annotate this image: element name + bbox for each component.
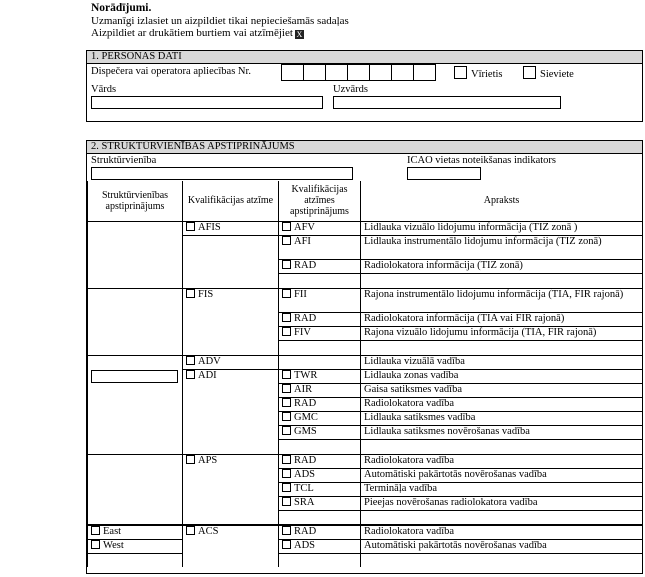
endorsement-afi[interactable]: AFI (279, 235, 361, 259)
table-row (88, 525, 643, 539)
checkbox-icon[interactable] (282, 222, 291, 231)
checkbox-icon[interactable] (282, 483, 291, 492)
checkbox-icon[interactable] (282, 236, 291, 245)
rating-acs[interactable]: ACS (183, 525, 279, 539)
license-digit-box[interactable] (347, 64, 370, 81)
table-row (88, 383, 643, 397)
license-digit-box[interactable] (391, 64, 414, 81)
unit-approval-field[interactable] (91, 370, 178, 383)
unit-west[interactable]: West (88, 539, 183, 553)
unit-approval-header: 2. STRUKTŪRVIENĪBAS APSTIPRINĀJUMS (87, 141, 642, 154)
description: Lidlauka satiksmes vadība (361, 411, 643, 425)
endorsement-twr[interactable]: TWR (279, 369, 361, 383)
license-number-label: Dispečera vai operatora apliecības Nr. (91, 66, 252, 77)
table-row (88, 496, 643, 510)
endorsement-rad[interactable]: RAD (279, 259, 361, 273)
icao-field[interactable] (407, 167, 481, 180)
checkbox-icon[interactable] (282, 289, 291, 298)
checkbox-icon[interactable] (282, 327, 291, 336)
table-row (88, 326, 643, 340)
endorsement-sra[interactable]: SRA (279, 496, 361, 510)
unit-label: Struktūrvienība (91, 155, 157, 166)
checkbox-icon[interactable] (282, 313, 291, 322)
license-digit-box[interactable] (303, 64, 326, 81)
checkbox-icon[interactable] (186, 526, 195, 535)
table-row-spacer (88, 553, 643, 567)
description: Radiolokatora informācija (TIZ zonā) (361, 259, 643, 273)
instructions-line-2 (91, 27, 304, 39)
endorsement-rad[interactable]: RAD (279, 312, 361, 326)
checkbox-icon[interactable] (282, 455, 291, 464)
table-row-spacer (88, 510, 643, 525)
endorsement-ads[interactable]: ADS (279, 539, 361, 553)
table-row (88, 235, 643, 259)
checkbox-icon[interactable] (186, 289, 195, 298)
checkbox-icon[interactable] (91, 540, 100, 549)
checkbox-icon[interactable] (282, 412, 291, 421)
checkbox-icon[interactable] (186, 356, 195, 365)
description: Radiolokatora vadība (361, 525, 643, 539)
license-digit-box[interactable] (369, 64, 392, 81)
personal-data-section (86, 50, 643, 122)
last-name-label: Uzvārds (333, 84, 368, 95)
checkbox-icon[interactable] (282, 260, 291, 269)
endorsement-rad[interactable]: RAD (279, 454, 361, 468)
description: Lidlauka vizuālā vadība (361, 355, 643, 369)
endorsement-fii[interactable]: FII (279, 288, 361, 312)
instructions-line-2-text: Aizpildiet ar drukātiem burtiem vai atzīmējiet (91, 27, 293, 39)
table-row (88, 411, 643, 425)
checkbox-icon[interactable] (282, 526, 291, 535)
table-row-spacer (88, 439, 643, 454)
rating-adv[interactable]: ADV (183, 355, 279, 369)
column-header: Apraksts (361, 181, 643, 221)
checkbox-icon[interactable] (282, 497, 291, 506)
endorsement-gms[interactable]: GMS (279, 425, 361, 439)
endorsement-air[interactable]: AIR (279, 383, 361, 397)
table-row (88, 397, 643, 411)
table-row-spacer (88, 273, 643, 288)
checkbox-icon[interactable] (186, 370, 195, 379)
female-label: Sieviete (540, 69, 574, 80)
checked-box-icon: X (296, 30, 303, 39)
table-row (88, 259, 643, 273)
table-row (88, 425, 643, 439)
table-row (88, 369, 643, 383)
checkbox-icon[interactable] (186, 455, 195, 464)
personal-data-header: 1. PERSONAS DATI (87, 51, 642, 64)
description: Lidlauka satiksmes novērošanas vadība (361, 425, 643, 439)
last-name-field[interactable] (333, 96, 561, 109)
table-header-row (88, 181, 643, 221)
description: Rajona vizuālo lidojumu informācija (TIA, FIR rajonā) (361, 326, 643, 340)
instructions-title: Norādījumi. (91, 2, 152, 14)
table-row (88, 312, 643, 326)
description: Termināļa vadība (361, 482, 643, 496)
rating-aps[interactable]: APS (183, 454, 279, 468)
endorsement-gmc[interactable]: GMC (279, 411, 361, 425)
unit-east[interactable]: East (88, 525, 183, 539)
description: Gaisa satiksmes vadība (361, 383, 643, 397)
unit-field[interactable] (91, 167, 353, 180)
column-header: Kvalifikācijas atzīmes apstiprinājums (279, 181, 361, 221)
description: Radiolokatora informācija (TIA vai FIR rajonā) (361, 312, 643, 326)
description: Lidlauka instrumentālo lidojumu informācija (TIZ zonā) (361, 235, 643, 259)
endorsement-rad[interactable]: RAD (279, 397, 361, 411)
endorsement-ads[interactable]: ADS (279, 468, 361, 482)
license-digit-box[interactable] (413, 64, 436, 81)
description: Radiolokatora vadība (361, 454, 643, 468)
description: Pieejas novērošanas radiolokatora vadība (361, 496, 643, 510)
description: Lidlauka zonas vadība (361, 369, 643, 383)
endorsement-fiv[interactable]: FIV (279, 326, 361, 340)
description: Automātiski pakārtotās novērošanas vadība (361, 539, 643, 553)
male-label: Vīrietis (471, 69, 503, 80)
column-header: Kvalifikācijas atzīme (183, 181, 279, 221)
table-row-spacer (88, 340, 643, 355)
table-row (88, 454, 643, 468)
description: Automātiski pakārtotās novērošanas vadība (361, 468, 643, 482)
rating-fis[interactable]: FIS (183, 288, 279, 312)
license-digit-box[interactable] (325, 64, 348, 81)
checkbox-icon[interactable] (282, 398, 291, 407)
rating-adi[interactable]: ADI (183, 369, 279, 383)
checkbox-icon[interactable] (282, 370, 291, 379)
description: Lidlauka vizuālo lidojumu informācija (TIZ zonā ) (361, 221, 643, 235)
rating-afis[interactable]: AFIS (183, 221, 279, 235)
table-row (88, 355, 643, 369)
license-digit-box[interactable] (281, 64, 304, 81)
endorsement-afv[interactable]: AFV (279, 221, 361, 235)
description: Rajona instrumentālo lidojumu informācija (TIA, FIR rajonā) (361, 288, 643, 312)
checkbox-icon[interactable] (186, 222, 195, 231)
endorsement-tcl[interactable]: TCL (279, 482, 361, 496)
column-header: Struktūrvienības apstiprinājums (88, 181, 183, 221)
checkbox-icon[interactable] (282, 384, 291, 393)
male-checkbox[interactable] (454, 66, 467, 79)
icao-label: ICAO vietas noteikšanas indikators (407, 155, 557, 166)
unit-approval-section (86, 140, 643, 574)
female-checkbox[interactable] (523, 66, 536, 79)
first-name-label: Vārds (91, 84, 117, 95)
qualification-table (87, 181, 643, 567)
table-row (88, 539, 643, 553)
instructions-line-1: Uzmanīgi izlasiet un aizpildiet tikai nepieciešamās sadaļas (91, 15, 349, 27)
checkbox-icon[interactable] (282, 540, 291, 549)
checkbox-icon[interactable] (91, 526, 100, 535)
description: Radiolokatora vadība (361, 397, 643, 411)
first-name-field[interactable] (91, 96, 323, 109)
table-row (88, 288, 643, 312)
table-row (88, 482, 643, 496)
table-row (88, 468, 643, 482)
checkbox-icon[interactable] (282, 426, 291, 435)
table-row (88, 221, 643, 235)
checkbox-icon[interactable] (282, 469, 291, 478)
endorsement-rad[interactable]: RAD (279, 525, 361, 539)
